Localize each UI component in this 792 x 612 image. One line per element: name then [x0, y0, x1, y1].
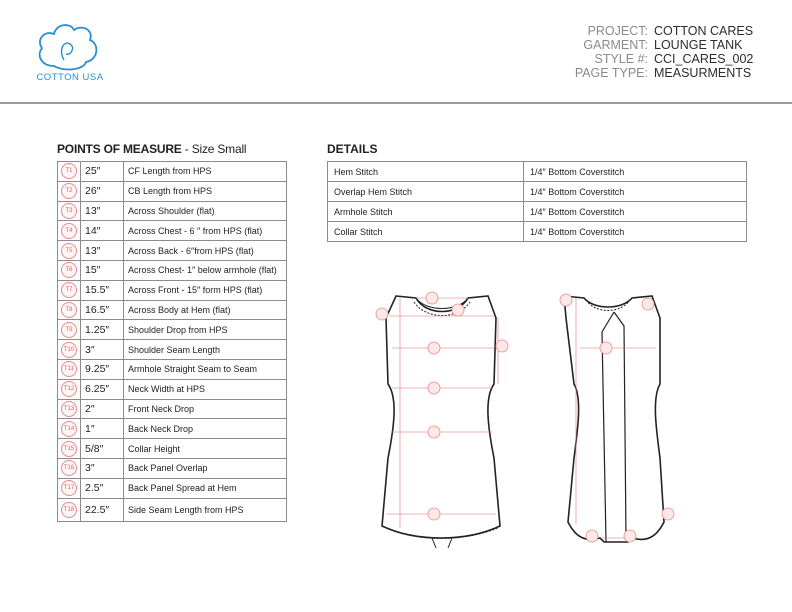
- detail-name: Collar Stitch: [328, 222, 524, 242]
- cotton-usa-logo: [24, 20, 116, 90]
- meta-label: GARMENT:: [583, 38, 648, 52]
- pom-description: Shoulder Drop from HPS: [124, 320, 287, 340]
- pom-code-cell: [58, 419, 81, 439]
- pom-description: Back Neck Drop: [124, 419, 287, 439]
- pom-code-cell: [58, 498, 81, 521]
- pom-row: [58, 359, 287, 379]
- meta-value: LOUNGE TANK: [654, 38, 743, 52]
- header-divider: [0, 102, 792, 104]
- pom-code-badge: T2: [61, 183, 77, 199]
- detail-spec: 1/4″ Bottom Coverstitch: [524, 162, 747, 182]
- pom-code-badge: T7: [61, 282, 77, 298]
- pom-subtitle: - Size Small: [184, 142, 247, 156]
- pom-code-cell: [58, 201, 81, 221]
- pom-row: [58, 439, 287, 459]
- pom-code-cell: [58, 359, 81, 379]
- pom-value: 25″: [81, 162, 124, 182]
- detail-name: Overlap Hem Stitch: [328, 182, 524, 202]
- pom-code-cell: [58, 399, 81, 419]
- pom-code-cell: [58, 181, 81, 201]
- details-row: [328, 222, 747, 242]
- pom-description: Shoulder Seam Length: [124, 340, 287, 360]
- measure-badges: [376, 292, 674, 542]
- pom-code-cell: [58, 300, 81, 320]
- pom-description: Armhole Straight Seam to Seam: [124, 359, 287, 379]
- pom-code-cell: [58, 260, 81, 280]
- pom-row: [58, 260, 287, 280]
- back-view-sketch: [564, 296, 664, 542]
- pom-table: [57, 161, 287, 522]
- meta-value: COTTON CARES: [654, 24, 754, 38]
- pom-code-badge: T11: [61, 361, 77, 377]
- pom-row: [58, 458, 287, 478]
- pom-value: 15″: [81, 260, 124, 280]
- pom-value: 1.25″: [81, 320, 124, 340]
- pom-row: [58, 300, 287, 320]
- pom-description: Back Panel Overlap: [124, 458, 287, 478]
- detail-spec: 1/4″ Bottom Coverstitch: [524, 222, 747, 242]
- detail-spec: 1/4″ Bottom Coverstitch: [524, 202, 747, 222]
- detail-spec: 1/4″ Bottom Coverstitch: [524, 182, 747, 202]
- pom-description: Across Back - 6″from HPS (flat): [124, 241, 287, 261]
- pom-row: [58, 498, 287, 521]
- meta-project-row: [552, 24, 772, 38]
- project-meta: [552, 24, 772, 80]
- meta-garment-row: [552, 38, 772, 52]
- pom-code-badge: T1: [61, 163, 77, 179]
- pom-description: CF Length from HPS: [124, 162, 287, 182]
- pom-value: 5/8″: [81, 439, 124, 459]
- pom-value: 3″: [81, 458, 124, 478]
- meta-page-type-row: [552, 66, 772, 80]
- pom-description: CB Length from HPS: [124, 181, 287, 201]
- meta-value: MEASURMENTS: [654, 66, 752, 80]
- pom-row: [58, 280, 287, 300]
- pom-row: [58, 201, 287, 221]
- pom-value: 26″: [81, 181, 124, 201]
- pom-row: [58, 320, 287, 340]
- pom-code-badge: T4: [61, 223, 77, 239]
- pom-title: [57, 142, 246, 156]
- pom-value: 6.25″: [81, 379, 124, 399]
- pom-row: [58, 162, 287, 182]
- pom-code-badge: T13: [61, 401, 77, 417]
- pom-description: Across Chest - 6 ″ from HPS (flat): [124, 221, 287, 241]
- meta-style-row: [552, 52, 772, 66]
- pom-value: 15.5″: [81, 280, 124, 300]
- pom-row: [58, 241, 287, 261]
- details-row: [328, 182, 747, 202]
- pom-row: [58, 181, 287, 201]
- meta-label: STYLE #:: [594, 52, 648, 66]
- pom-code-cell: [58, 280, 81, 300]
- pom-code-badge: T8: [61, 302, 77, 318]
- pom-code-cell: [58, 439, 81, 459]
- pom-description: Across Front - 15″ form HPS (flat): [124, 280, 287, 300]
- meta-value: CCI_CARES_002: [654, 52, 754, 66]
- pom-description: Across Chest- 1″ below armhole (flat): [124, 260, 287, 280]
- pom-value: 2″: [81, 399, 124, 419]
- pom-value: 3″: [81, 340, 124, 360]
- pom-row: [58, 379, 287, 399]
- pom-code-badge: T9: [61, 322, 77, 338]
- pom-row: [58, 478, 287, 498]
- detail-name: Hem Stitch: [328, 162, 524, 182]
- pom-description: Back Panel Spread at Hem: [124, 478, 287, 498]
- pom-code-badge: T16: [61, 460, 77, 476]
- details-table: [327, 161, 747, 242]
- pom-code-badge: T17: [61, 480, 77, 496]
- pom-code-badge: T5: [61, 243, 77, 259]
- pom-code-cell: [58, 379, 81, 399]
- pom-title-text: POINTS OF MEASURE: [57, 142, 182, 156]
- pom-description: Across Body at Hem (flat): [124, 300, 287, 320]
- pom-code-badge: T14: [61, 421, 77, 437]
- pom-code-badge: T15: [61, 441, 77, 457]
- pom-code-badge: T3: [61, 203, 77, 219]
- details-row: [328, 202, 747, 222]
- pom-row: [58, 340, 287, 360]
- garment-flat-sketch: [356, 288, 716, 560]
- cotton-boll-icon: [24, 20, 116, 72]
- pom-code-badge: T10: [61, 342, 77, 358]
- pom-code-cell: [58, 162, 81, 182]
- logo-text: COTTON USA: [36, 72, 104, 83]
- pom-description: Neck Width at HPS: [124, 379, 287, 399]
- detail-name: Armhole Stitch: [328, 202, 524, 222]
- pom-value: 2.5″: [81, 478, 124, 498]
- pom-description: Collar Height: [124, 439, 287, 459]
- pom-code-cell: [58, 478, 81, 498]
- pom-value: 13″: [81, 241, 124, 261]
- pom-value: 16.5″: [81, 300, 124, 320]
- pom-code-badge: T18: [61, 502, 77, 518]
- pom-code-cell: [58, 458, 81, 478]
- pom-row: [58, 419, 287, 439]
- pom-code-cell: [58, 241, 81, 261]
- pom-description: Side Seam Length from HPS: [124, 498, 287, 521]
- measure-lines: [386, 298, 656, 538]
- pom-description: Front Neck Drop: [124, 399, 287, 419]
- pom-row: [58, 399, 287, 419]
- details-title: DETAILS: [327, 142, 378, 156]
- pom-value: 22.5″: [81, 498, 124, 521]
- pom-code-cell: [58, 320, 81, 340]
- pom-code-cell: [58, 340, 81, 360]
- pom-code-cell: [58, 221, 81, 241]
- pom-value: 1″: [81, 419, 124, 439]
- pom-description: Across Shoulder (flat): [124, 201, 287, 221]
- pom-value: 14″: [81, 221, 124, 241]
- meta-label: PROJECT:: [587, 24, 648, 38]
- details-row: [328, 162, 747, 182]
- pom-value: 9.25″: [81, 359, 124, 379]
- meta-label: PAGE TYPE:: [574, 66, 648, 80]
- pom-value: 13″: [81, 201, 124, 221]
- pom-code-badge: T12: [61, 381, 77, 397]
- pom-row: [58, 221, 287, 241]
- pom-code-badge: T6: [61, 262, 77, 278]
